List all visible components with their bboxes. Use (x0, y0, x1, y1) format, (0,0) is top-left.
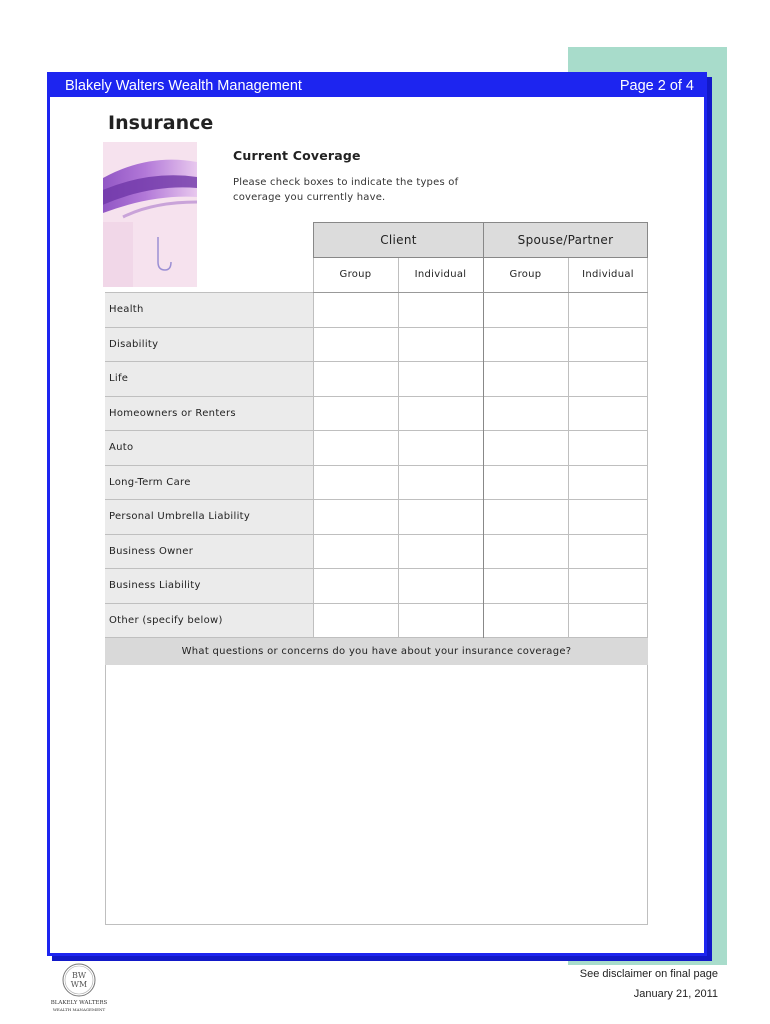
firm-title: Blakely Walters Wealth Management (65, 78, 302, 94)
spouse-individual-checkbox-cell[interactable] (569, 362, 647, 396)
spouse-group-checkbox-cell[interactable] (484, 535, 568, 569)
spouse-partner-column-header: Spouse/Partner (483, 222, 648, 258)
logo-text-line2: WEALTH MANAGEMENT (52, 1007, 106, 1012)
spouse-individual-checkbox-cell[interactable] (569, 293, 647, 327)
spouse-individual-header: Individual (582, 269, 634, 280)
logo-monogram-bottom: WM (70, 980, 88, 989)
grid-line (313, 292, 648, 293)
spouse-individual-checkbox-cell[interactable] (569, 397, 647, 431)
client-individual-checkbox-cell[interactable] (399, 500, 483, 534)
grid-line (313, 258, 314, 638)
grid-line (568, 258, 569, 638)
client-individual-checkbox-cell[interactable] (399, 328, 483, 362)
page-frame (47, 72, 707, 956)
spouse-group-header: Group (509, 269, 542, 280)
client-group-checkbox-cell[interactable] (314, 431, 398, 465)
client-individual-checkbox-cell[interactable] (399, 569, 483, 603)
coverage-row-label: Homeowners or Renters (105, 397, 313, 431)
company-logo (40, 962, 118, 1014)
row-divider (105, 292, 313, 293)
coverage-row-label: Auto (105, 431, 313, 465)
client-individual-checkbox-cell[interactable] (399, 431, 483, 465)
client-group-checkbox-cell[interactable] (314, 604, 398, 638)
client-individual-checkbox-cell[interactable] (399, 466, 483, 500)
umbrella-photo (103, 142, 197, 287)
logo-text-line1: BLAKELY WALTERS (50, 1000, 108, 1006)
client-individual-checkbox-cell[interactable] (399, 535, 483, 569)
coverage-row-label: Personal Umbrella Liability (105, 500, 313, 534)
spouse-group-checkbox-cell[interactable] (484, 293, 568, 327)
client-group-checkbox-cell[interactable] (314, 328, 398, 362)
page-header (50, 75, 704, 97)
logo-monogram-top: BW (71, 971, 87, 980)
spouse-group-checkbox-cell[interactable] (484, 569, 568, 603)
client-individual-checkbox-cell[interactable] (399, 397, 483, 431)
disclaimer-note: See disclaimer on final page (579, 968, 718, 980)
spouse-individual-checkbox-cell[interactable] (569, 500, 647, 534)
client-individual-checkbox-cell[interactable] (399, 293, 483, 327)
spouse-individual-checkbox-cell[interactable] (569, 328, 647, 362)
client-individual-checkbox-cell[interactable] (399, 604, 483, 638)
grid-line (483, 222, 484, 638)
client-group-header: Group (339, 269, 372, 280)
spouse-group-checkbox-cell[interactable] (484, 466, 568, 500)
spouse-group-checkbox-cell[interactable] (484, 500, 568, 534)
client-group-checkbox-cell[interactable] (314, 535, 398, 569)
document-date: January 21, 2011 (633, 988, 718, 1000)
spouse-individual-checkbox-cell[interactable] (569, 604, 647, 638)
section-title: Insurance (108, 112, 214, 134)
spouse-individual-checkbox-cell[interactable] (569, 431, 647, 465)
spouse-group-checkbox-cell[interactable] (484, 431, 568, 465)
spouse-group-checkbox-cell[interactable] (484, 397, 568, 431)
coverage-instructions (233, 175, 458, 205)
questions-prompt: What questions or concerns do you have about your insurance coverage? (105, 638, 648, 665)
client-group-checkbox-cell[interactable] (314, 466, 398, 500)
client-group-checkbox-cell[interactable] (314, 397, 398, 431)
client-column-header: Client (313, 222, 484, 258)
grid-line (398, 258, 399, 638)
spouse-individual-checkbox-cell[interactable] (569, 535, 647, 569)
spouse-individual-checkbox-cell[interactable] (569, 466, 647, 500)
coverage-row-label: Health (105, 293, 313, 327)
client-group-checkbox-cell[interactable] (314, 500, 398, 534)
coverage-row-label: Life (105, 362, 313, 396)
client-individual-header: Individual (414, 269, 467, 280)
coverage-row-label: Other (specify below) (105, 604, 313, 638)
client-group-checkbox-cell[interactable] (314, 569, 398, 603)
instruction-line-2: coverage you currently have. (233, 192, 386, 203)
client-individual-checkbox-cell[interactable] (399, 362, 483, 396)
current-coverage-title: Current Coverage (233, 148, 361, 163)
spouse-group-checkbox-cell[interactable] (484, 328, 568, 362)
questions-answer-box[interactable] (105, 665, 648, 925)
spouse-group-checkbox-cell[interactable] (484, 604, 568, 638)
coverage-row-label: Business Owner (105, 535, 313, 569)
instruction-line-1: Please check boxes to indicate the types of (233, 177, 459, 188)
grid-line (647, 258, 648, 638)
coverage-row-label: Disability (105, 328, 313, 362)
page-number: Page 2 of 4 (619, 78, 694, 94)
coverage-row-label: Business Liability (105, 569, 313, 603)
spouse-group-checkbox-cell[interactable] (484, 362, 568, 396)
client-group-checkbox-cell[interactable] (314, 362, 398, 396)
coverage-row-label: Long-Term Care (105, 466, 313, 500)
spouse-individual-checkbox-cell[interactable] (569, 569, 647, 603)
client-group-checkbox-cell[interactable] (314, 293, 398, 327)
